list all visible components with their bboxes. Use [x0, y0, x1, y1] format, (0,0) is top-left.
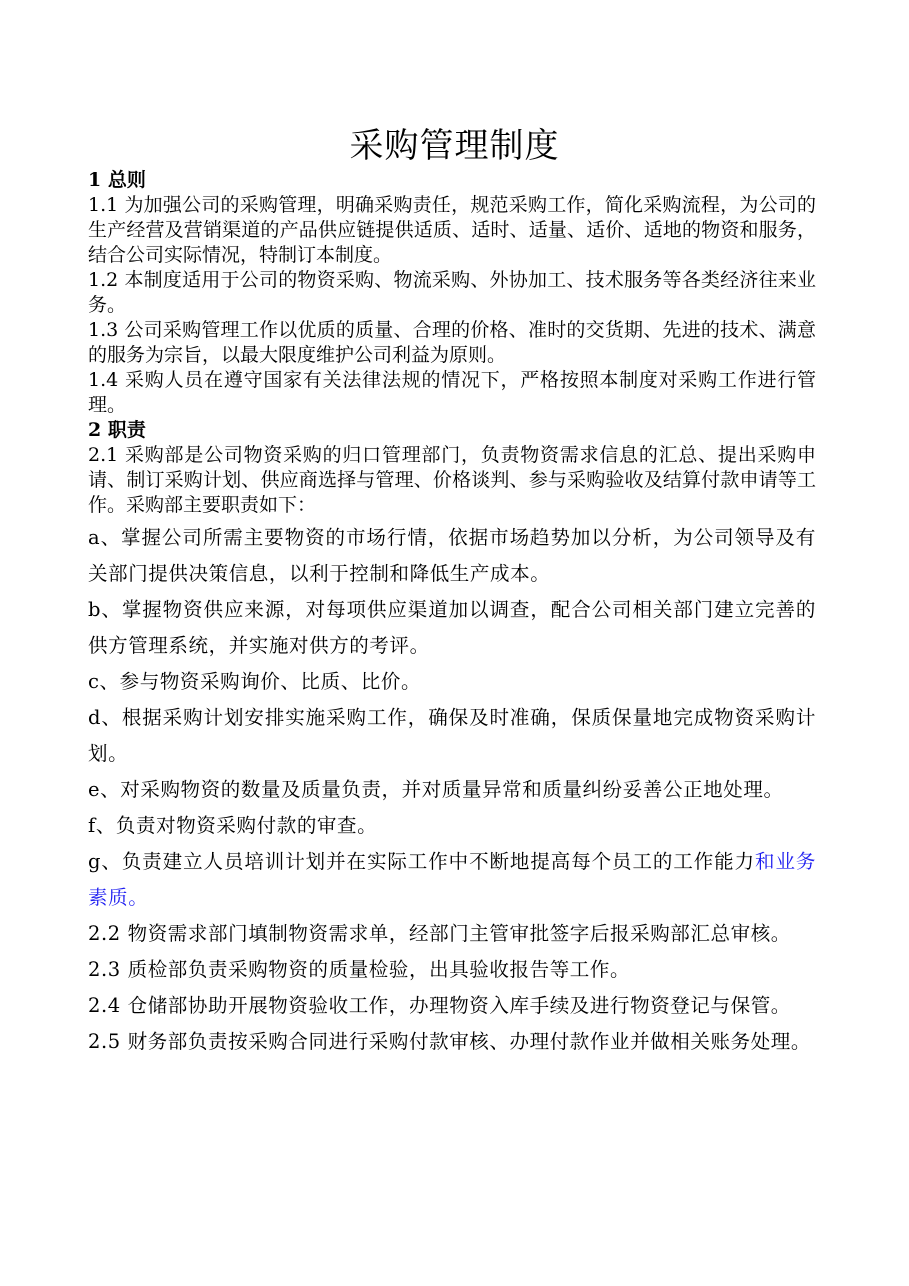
section-2-heading: 2 职责 — [88, 419, 146, 441]
duty-item-g-text: g、负责建立人员培训计划并在实际工作中不断地提高每个员工的工作能力 — [88, 850, 756, 873]
duty-item-e: e、对采购物资的数量及质量负责，并对质量异常和质量纠纷妥善公正地处理。 — [88, 778, 784, 801]
clause-2-5: 2.5 财务部负责按采购合同进行采购付款审核、办理付款作业并做相关账务处理。 — [88, 1030, 812, 1053]
clause-1-2: 1.2 本制度适用于公司的物资采购、物流采购、外协加工、技术服务等各类经济往来业务。 — [88, 269, 816, 316]
clause-1-1: 1.1 为加强公司的采购管理，明确采购责任，规范采购工作，简化采购流程，为公司的生产经营及营销渠道的产品供应链提供适质、适时、适量、适价、适地的物资和服务，结合公司实际情况，特制订本制度。 — [88, 194, 816, 266]
clause-1-4: 1.4 采购人员在遵守国家有关法律法规的情况下，严格按照本制度对采购工作进行管理。 — [88, 369, 816, 416]
duty-item-d: d、根据采购计划安排实施采购工作，确保及时准确，保质保量地完成物资采购计划。 — [88, 706, 816, 765]
duty-item-g-highlight: 和业务素质。 — [88, 850, 816, 909]
section-1-heading: 1 总则 — [88, 169, 146, 191]
clause-2-2: 2.2 物资需求部门填制物资需求单，经部门主管审批签字后报采购部汇总审核。 — [88, 922, 791, 945]
clause-2-1: 2.1 采购部是公司物资采购的归口管理部门，负责物资需求信息的汇总、提出采购申请、制订采购计划、供应商选择与管理、价格谈判、参与采购验收及结算付款申请等工作。采购部主要职责如下： — [88, 444, 816, 516]
document-title: 采购管理制度 — [349, 126, 560, 166]
clause-2-3: 2.3 质检部负责采购物资的质量检验，出具验收报告等工作。 — [88, 958, 631, 981]
duty-item-c: c、参与物资采购询价、比质、比价。 — [88, 670, 422, 693]
duty-item-b: b、掌握物资供应来源，对每项供应渠道加以调查，配合公司相关部门建立完善的供方管理系统，并实施对供方的考评。 — [88, 598, 816, 657]
document-body — [88, 168, 816, 1060]
duty-item-f: f、负责对物资采购付款的审查。 — [88, 814, 378, 837]
duty-item-g — [88, 844, 816, 916]
duty-item-a: a、掌握公司所需主要物资的市场行情，依据市场趋势加以分析，为公司领导及有关部门提供决策信息，以利于控制和降低生产成本。 — [88, 526, 816, 585]
clause-2-4: 2.4 仓储部协助开展物资验收工作，办理物资入库手续及进行物资登记与保管。 — [88, 994, 791, 1017]
clause-1-3: 1.3 公司采购管理工作以优质的质量、合理的价格、准时的交货期、先进的技术、满意的服务为宗旨，以最大限度维护公司利益为原则。 — [88, 319, 816, 366]
